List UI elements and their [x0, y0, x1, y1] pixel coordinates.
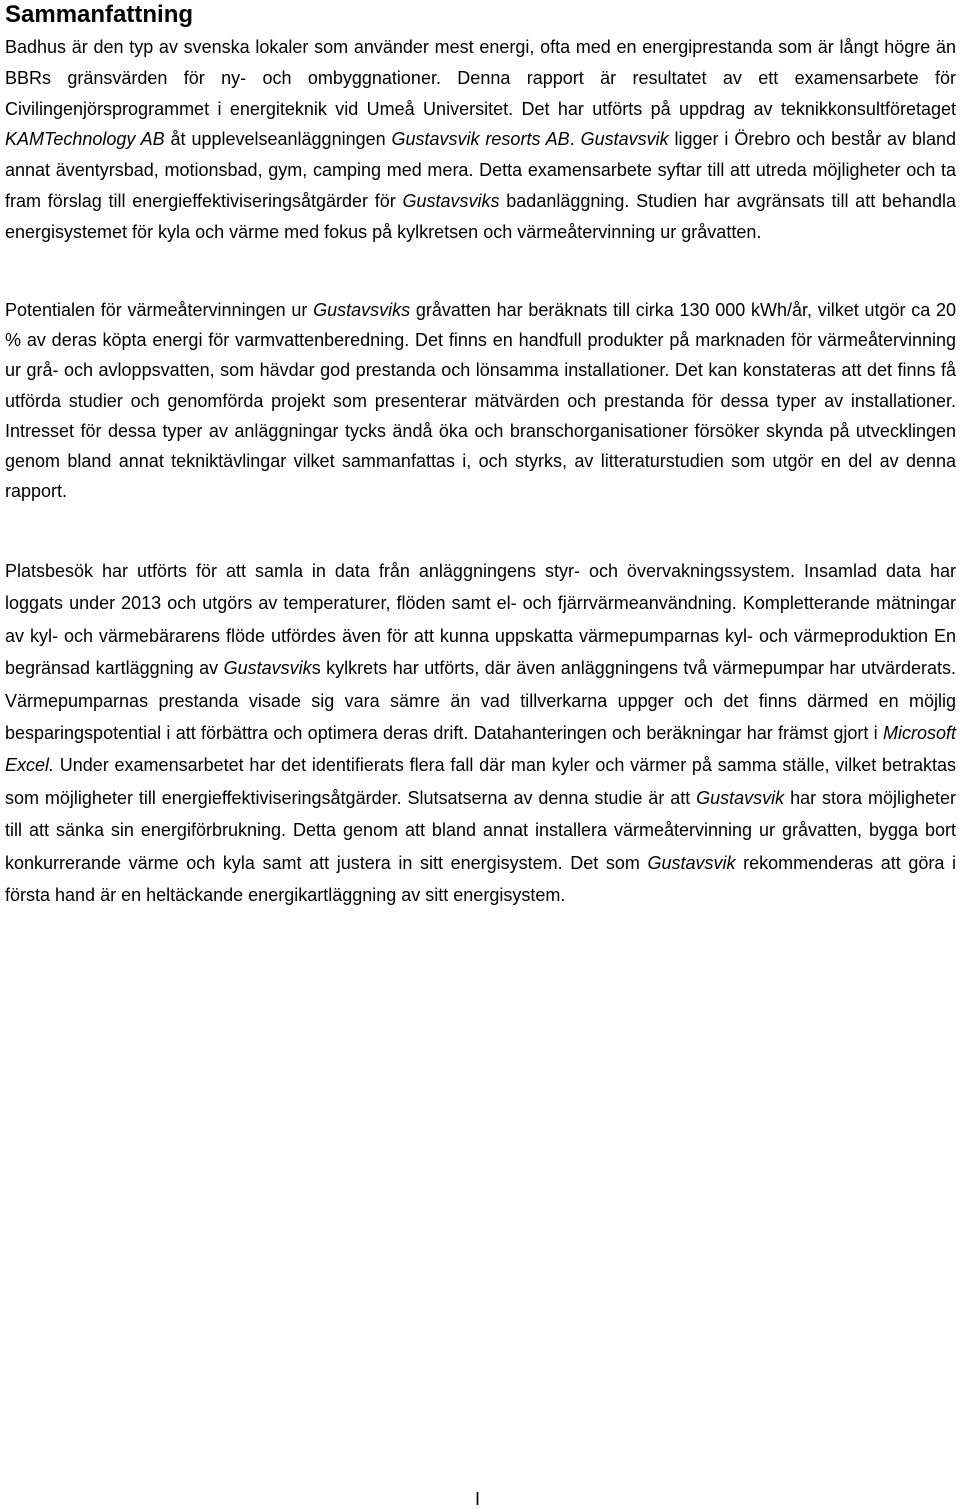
text-run: .: [569, 129, 581, 150]
text-run: Potentialen för värmeåtervinningen ur: [5, 300, 314, 320]
text-run: Under examensarbetet har det identifierats flera fall där man kyler och värmer på samma ställe, vilket betraktas som möjligheter till energieffektiviseringsåtgärder. Slutsatserna av denna studie är att: [5, 755, 956, 808]
italic-text-run: Gustavsvik: [223, 658, 312, 679]
italic-text-run: Gustavsvik: [696, 787, 785, 808]
italic-text-run: Gustavsvik: [647, 852, 736, 873]
italic-text-run: KAMTechnology AB: [5, 129, 165, 150]
text-run: Platsbesök har utförts för att samla in data från anläggningens styr- och övervakningssystem. Insamlad data har loggats under 2013 och utgörs av temperaturer, flöden samt el- och fjärrvärmeanvändning. Kompletterande mätningar av kyl- och värmebärarens flöde utfördes även för att kunna uppskatta värmepumparnas kyl- och värmeproduktion En begränsad kartläggning av: [5, 561, 956, 679]
text-run: rekommenderas att göra i första hand är en heltäckande energikartläggning av sitt energisystem.: [5, 852, 956, 906]
summary-paragraph-2: [5, 295, 956, 506]
text-run: ligger i Örebro och består av bland annat äventyrsbad, motionsbad, gym, camping med mera. Detta examensarbete syftar till att utreda möjligheter och ta fram förslag till energieffektiviseringsåtgärder för: [5, 129, 957, 211]
text-run: gråvatten har beräknats till cirka 130 000 kWh/år, vilket utgör ca 20 % av deras köpta energi för varmvattenberedning. Det finns en handfull produkter på marknaden för värmeåtervinning ur grå- och avloppsvatten, som hävdar god prestanda och lönsamma installationer. Det kan konstateras att det finns få utförda studier och genomförda projekt som presenterar mätvärden och prestanda för dessa typer av installationer. Intresset för dessa typer av anläggningar tycks ändå öka och branschorganisationer försöker skynda på utvecklingen genom bland annat tekniktävlingar vilket sammanfattas i, och styrks, av litteraturstudien som utgör en del av denna rapport.: [5, 300, 956, 502]
section-heading: Sammanfattning: [5, 1, 194, 28]
italic-text-run: Microsoft Excel.: [5, 723, 956, 776]
italic-text-run: Gustavsvik resorts AB: [391, 129, 570, 150]
italic-text-run: Gustavsviks: [402, 190, 500, 211]
text-run: badanläggning. Studien har avgränsats till att behandla energisystemet för kyla och värme med fokus på kylkretsen och värmeåtervinning ur gråvatten.: [5, 190, 957, 242]
italic-text-run: Gustavsvik: [580, 129, 669, 150]
italic-text-run: Gustavsviks: [313, 300, 411, 320]
summary-paragraph-3: [5, 555, 956, 911]
page-number: I: [475, 1489, 481, 1509]
summary-paragraph-1: [5, 32, 956, 248]
text-run: åt upplevelseanläggningen: [164, 129, 392, 150]
text-run: s kylkrets har utförts, där även anläggningens två värmepumpar har utvärderats. Värmepumparnas prestanda visade sig vara sämre än vad tillverkarna uppger och det finns därmed en möjlig besparingspotential i att förbättra och optimera deras drift. Datahanteringen och beräkningar har främst gjort i: [5, 658, 956, 744]
text-run: har stora möjligheter till att sänka sin energiförbrukning. Detta genom att bland annat installera värmeåtervinning ur gråvatten, bygga bort konkurrerande värme och kyla samt att justera in sitt energisystem. Det som: [5, 787, 956, 873]
text-run: Badhus är den typ av svenska lokaler som använder mest energi, ofta med en energiprestanda som är långt högre än BBRs gränsvärden för ny- och ombyggnationer. Denna rapport är resultatet av ett examensarbete för Civilingenjörsprogrammet i energiteknik vid Umeå Universitet. Det har utförts på uppdrag av teknikkonsultföretaget: [5, 37, 956, 119]
